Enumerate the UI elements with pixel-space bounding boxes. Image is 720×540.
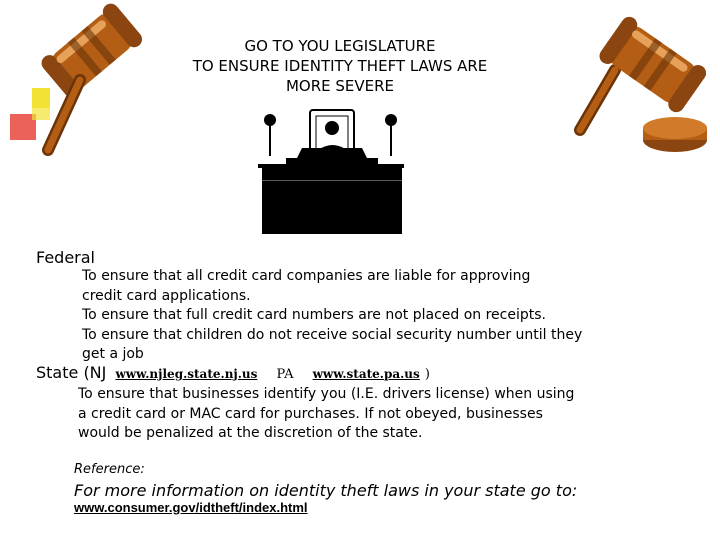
judge-bench-icon bbox=[258, 108, 408, 236]
list-item: would be penalized at the discretion of the state. bbox=[78, 425, 423, 441]
title-line: GO TO YOU LEGISLATURE bbox=[244, 37, 436, 55]
nj-legislature-link[interactable]: www.njleg.state.nj.us bbox=[115, 367, 258, 381]
consumer-gov-link[interactable]: www.consumer.gov/idtheft/index.html bbox=[74, 500, 308, 515]
federal-list bbox=[82, 267, 582, 365]
list-item: a credit card or MAC card for purchases. If not obeyed, businesses bbox=[78, 405, 543, 422]
list-item: get a job bbox=[82, 346, 144, 362]
list-item: credit card applications. bbox=[82, 287, 251, 304]
title-line: MORE SEVERE bbox=[285, 77, 395, 95]
list-item: To ensure that all credit card companies are liable for approving bbox=[82, 268, 531, 284]
pa-state-link[interactable]: www.state.pa.us bbox=[312, 367, 420, 381]
list-item: To ensure that full credit card numbers are not placed on receipts. bbox=[82, 307, 546, 323]
state-heading: State (NJ bbox=[36, 363, 107, 382]
federal-heading: Federal bbox=[36, 248, 95, 267]
reference-text: For more information on identity theft laws in your state go to: bbox=[74, 481, 578, 500]
list-item: To ensure that children do not receive social security number until they bbox=[82, 326, 583, 343]
pa-label: PA bbox=[276, 367, 294, 382]
state-heading-row bbox=[36, 363, 430, 382]
reference-label: Reference: bbox=[74, 462, 145, 477]
list-item: To ensure that businesses identify you (I.E. drivers license) when using bbox=[78, 386, 575, 402]
title-line: TO ENSURE IDENTITY THEFT LAWS ARE bbox=[192, 57, 488, 75]
page-title bbox=[150, 36, 530, 96]
state-close-paren: ) bbox=[424, 367, 430, 382]
state-list bbox=[78, 385, 574, 444]
gavel-icon bbox=[545, 0, 715, 170]
